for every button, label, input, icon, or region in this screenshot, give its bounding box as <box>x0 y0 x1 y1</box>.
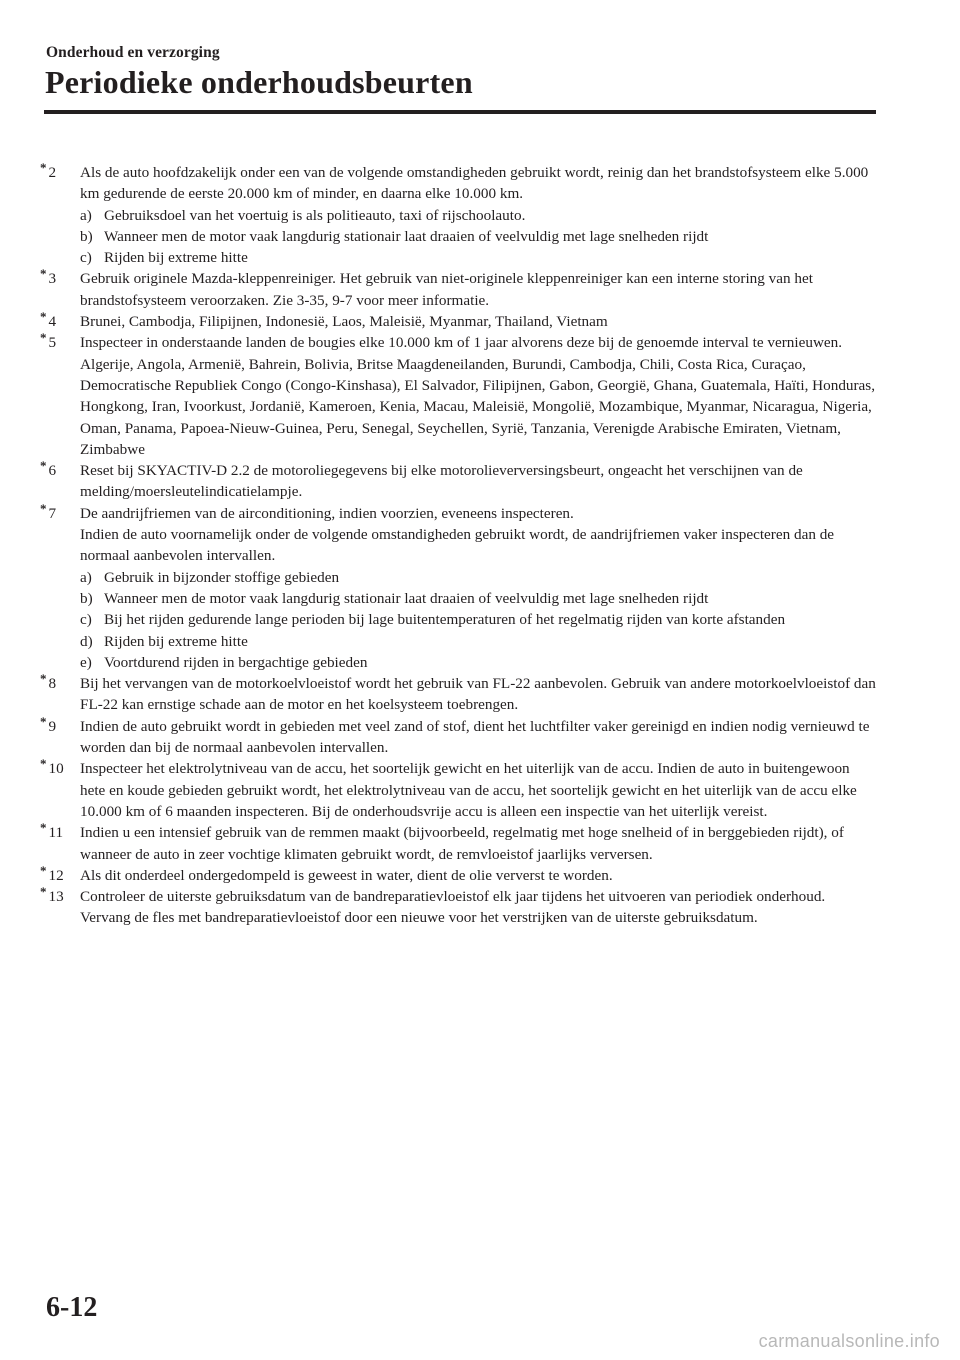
footnote-text: Inspecteer in onderstaande landen de bougies elke 10.000 km of 1 jaar alvorens deze bij de genoemde interval te vernieuwen. <box>80 334 843 352</box>
subitem-text: Wanneer men de motor vaak langdurig stationair laat draaien of veelvuldig met lage snelheden rijdt <box>104 589 709 607</box>
footnote-text: Brunei, Cambodja, Filipijnen, Indonesië, Laos, Maleisië, Myanmar, Thailand, Vietnam <box>80 313 608 331</box>
subitem-letter: e) <box>80 653 92 671</box>
footnote-text: Als de auto hoofdzakelijk onder een van de volgende omstandigheden gebruikt wordt, reinig dan het brandstofsysteem elke 5.000 km gedurende de eerste 20.000 km of minder, en daarna elke 10.000 km. <box>80 164 869 203</box>
page-title: Periodieke onderhoudsbeurten <box>45 64 473 100</box>
footnote-marker <box>40 332 56 353</box>
footnote <box>40 758 878 822</box>
footnote-number: 7 <box>48 504 57 522</box>
subitem-text: Gebruiksdoel van het voertuig is als politieauto, taxi of rijschoolauto. <box>104 206 526 224</box>
subitem-text: Wanneer men de motor vaak langdurig stationair laat draaien of veelvuldig met lage snelheden rijdt <box>104 227 709 245</box>
footnote-number: 5 <box>48 334 57 352</box>
footnote-number: 3 <box>48 270 57 288</box>
asterisk-icon: * <box>40 500 47 516</box>
page-number: 6-12 <box>46 1292 98 1323</box>
subitem-letter: d) <box>80 632 93 650</box>
footnote-subitem <box>80 588 878 609</box>
title-rule <box>44 110 876 114</box>
footnote-marker <box>40 886 64 907</box>
footnote-number: 9 <box>48 717 57 735</box>
footnote-extra-text: Indien de auto voornamelijk onder de volgende omstandigheden gebruikt wordt, de aandrijfriemen vaker inspecteren dan de normaal aanbevolen intervallen. <box>80 526 835 565</box>
footnote-text: Inspecteer het elektrolytniveau van de accu, het soortelijk gewicht en het uiterlijk van de accu. Indien de auto in buitengewoon hete en koude gebieden gebruikt wordt, het elektrolytniveau van de accu, het soortelijk gewicht en het uiterlijk van de accu elke 10.000 km of 6 maanden inspecteren. Bij de onderhoudsvrije accu is alleen een inspectie van het uiterlijk vereist. <box>80 760 857 820</box>
footnote-number: 13 <box>48 888 64 906</box>
asterisk-icon: * <box>40 756 47 772</box>
footnote-text: Indien u een intensief gebruik van de remmen maakt (bijvoorbeeld, regelmatig met hoge snelheid of in berggebieden rijdt), of wanneer de auto in zeer vochtige klimaten gebruikt wordt, de remvloeistof jaarlijks verversen. <box>80 824 844 863</box>
subitem-letter: b) <box>80 227 93 245</box>
footnote-number: 11 <box>48 824 64 842</box>
asterisk-icon: * <box>40 458 47 474</box>
asterisk-icon: * <box>40 671 47 687</box>
subitem-text: Gebruik in bijzonder stoffige gebieden <box>104 568 340 586</box>
subitem-text: Rijden bij extreme hitte <box>104 249 248 267</box>
footnote-number: 2 <box>48 164 57 181</box>
asterisk-icon: * <box>40 713 47 729</box>
footnote-text: Gebruik originele Mazda-kleppenreiniger. Het gebruik van niet-originele kleppenreiniger kan een interne storing van het brandstofsysteem veroorzaken. Zie 3-35, 9-7 voor meer informatie. <box>80 270 813 309</box>
subitem-text: Bij het rijden gedurende lange perioden bij lage buitentemperaturen of het regelmatig rijden van korte afstanden <box>104 611 786 629</box>
footnote-marker <box>40 268 56 289</box>
footnote <box>40 162 878 268</box>
footnote-marker <box>40 460 56 481</box>
footnote-subitem <box>80 205 878 226</box>
asterisk-icon: * <box>40 266 47 282</box>
subitem-letter: b) <box>80 589 93 607</box>
footnote-text: Reset bij SKYACTIV-D 2.2 de motoroliegegevens bij elke motorolieverversingsbeurt, ongeacht het verschijnen van de melding/moersleutelindicatielampje. <box>80 462 803 501</box>
section-label: Onderhoud en verzorging <box>46 44 220 61</box>
footnote-subitem <box>80 247 878 268</box>
footnote-text: Als dit onderdeel ondergedompeld is geweest in water, dient de olie ververst te worden. <box>80 866 613 884</box>
footnote-text: Bij het vervangen van de motorkoelvloeistof wordt het gebruik van FL-22 aanbevolen. Gebruik van andere motorkoelvloeistof dan FL-22 kan ernstige schade aan de motor en het koelsysteem toebrengen. <box>80 675 876 714</box>
footnote <box>40 311 878 332</box>
footnote-text: Indien de auto gebruikt wordt in gebieden met veel zand of stof, dient het luchtfilter vaker gereinigd en indien nodig vernieuwd te worden dan bij de normaal aanbevolen intervallen. <box>80 717 870 757</box>
subitem-letter: a) <box>80 568 92 586</box>
footnote-text: De aandrijfriemen van de airconditioning, indien voorzien, eveneens inspecteren. <box>80 504 574 522</box>
subitem-text: Voortdurend rijden in bergachtige gebieden <box>104 653 368 671</box>
footnote-number: 6 <box>48 462 57 480</box>
footnote <box>40 862 878 886</box>
footnote-marker <box>40 758 64 779</box>
footnote-subitem <box>80 226 878 247</box>
footnote <box>40 500 878 673</box>
subitem-letter: c) <box>80 249 92 267</box>
footnote-marker <box>40 713 57 737</box>
asterisk-icon: * <box>40 160 47 175</box>
footnote-marker <box>40 673 56 694</box>
footnote <box>40 886 878 929</box>
footnote-number: 8 <box>48 675 57 693</box>
asterisk-icon: * <box>40 309 47 325</box>
asterisk-icon: * <box>40 862 47 878</box>
footnote <box>40 332 878 460</box>
footnote-subitem <box>80 567 878 588</box>
watermark: carmanualsonline.info <box>758 1331 940 1351</box>
footnote-number: 12 <box>48 866 64 884</box>
footnote-number: 10 <box>48 760 64 778</box>
footnote <box>40 268 878 311</box>
footnote-list <box>40 162 878 929</box>
footnote-number: 4 <box>48 313 57 331</box>
asterisk-icon: * <box>40 884 47 900</box>
subitem-letter: a) <box>80 206 92 224</box>
footnote-marker <box>40 822 63 843</box>
asterisk-icon: * <box>40 330 47 346</box>
footnote-subitem <box>80 609 878 630</box>
footnote-subitem <box>80 631 878 652</box>
footnote-marker <box>40 162 56 183</box>
footnote <box>40 822 878 865</box>
subitem-text: Rijden bij extreme hitte <box>104 632 248 650</box>
footnote-marker <box>40 862 64 886</box>
footnote-marker <box>40 500 57 524</box>
asterisk-icon: * <box>40 820 47 836</box>
footnote-extra-text: Algerije, Angola, Armenië, Bahrein, Bolivia, Britse Maagdeneilanden, Burundi, Cambodja, Chili, Costa Rica, Curaçao, Democratische Republiek Congo (Congo-Kinshasa), El Salvador, Filipijnen, Gabon, Georgië, Ghana, Guatemala, Haïti, Honduras, Hongkong, Iran, Ivoorkust, Jordanië, Kameroen, Kenia, Macau, Maleisië, Mongolië, Mozambique, Myanmar, Nicaragua, Nigeria, Oman, Panama, Papoea-Nieuw-Guinea, Peru, Senegal, Seychellen, Syrië, Tanzania, Verenigde Arabische Emiraten, Vietnam, Zimbabwe <box>80 355 876 458</box>
footnote-text: Controleer de uiterste gebruiksdatum van de bandreparatievloeistof elk jaar tijdens het uitvoeren van periodiek onderhoud. Vervang de fles met bandreparatievloeistof door een nieuwe voor het verstrijken van de uiterste gebruiksdatum. <box>80 888 826 927</box>
subitem-letter: c) <box>80 611 92 629</box>
footnote <box>40 460 878 503</box>
footnote <box>40 713 878 759</box>
footnote-subitem <box>80 652 878 673</box>
footnote <box>40 673 878 716</box>
